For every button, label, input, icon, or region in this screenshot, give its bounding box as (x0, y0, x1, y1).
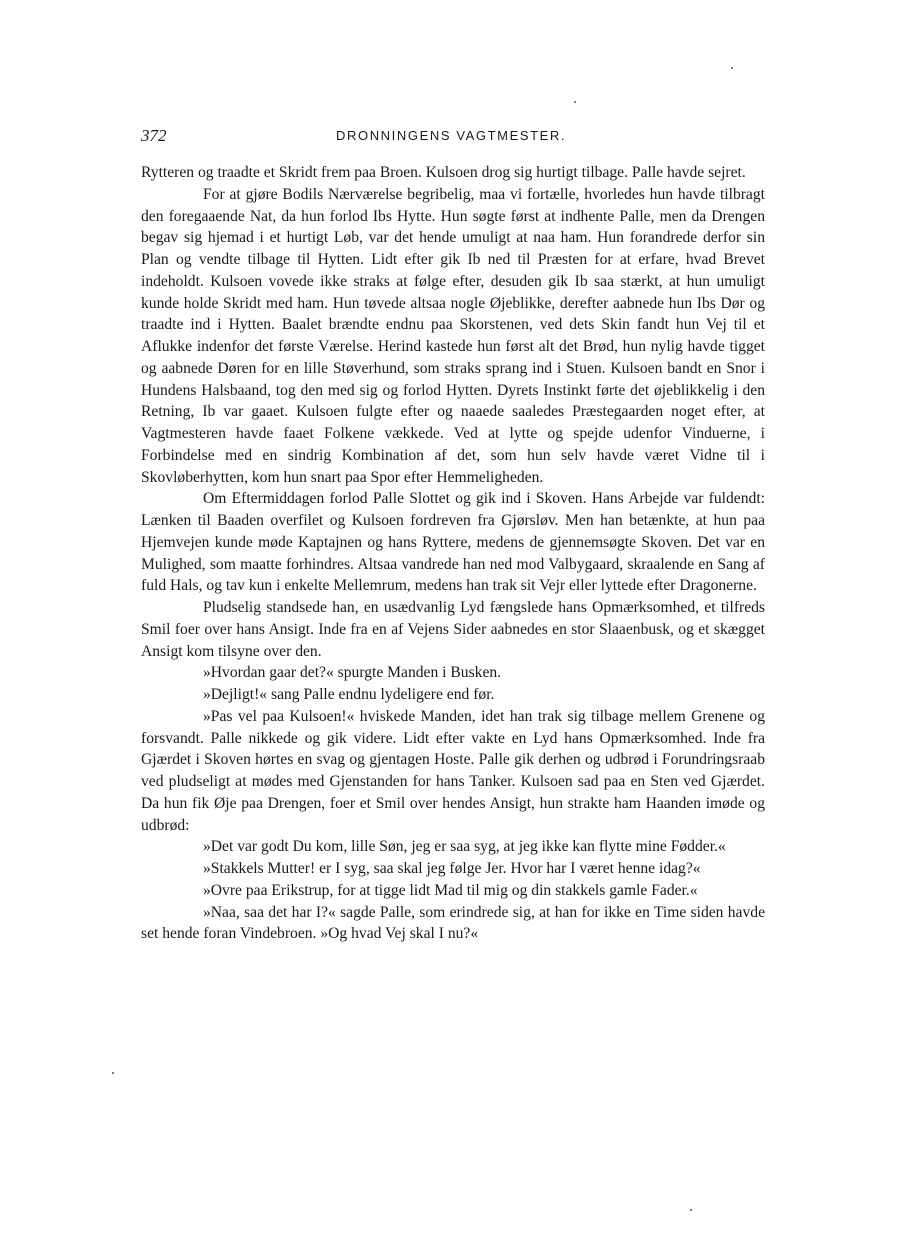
body-text (141, 162, 765, 945)
paragraph: Pludselig standsede han, en usædvanlig Lyd fængslede hans Opmærksomhed, et tilfreds Smil foer over hans Ansigt. Inde fra en af Vejens Sider aabnedes en stor Slaaenbusk, og et skægget Ansigt kom tilsyne over den. (141, 599, 765, 660)
paragraph: For at gjøre Bodils Nærværelse begribelig, maa vi fortælle, hvorledes hun havde tilbragt den foregaaende Nat, da hun forlod Ibs Hytte. Hun søgte først at indhente Palle, men da Drengen begav sig hjemad i et hurtigt Løb, var det hende umuligt at naa ham. Hun forandrede derfor sin Plan og vendte tilbage til Hytten. Lidt efter gik Ib ned til Præsten for at erfare, hvad Brevet indeholdt. Kulsoen vovede ikke straks at følge efter, desuden gik Ib saa stærkt, at hun umuligt kunde holde Skridt med ham. Hun tøvede altsaa nogle Øjeblikke, derefter aabnede hun Ibs Dør og traadte ind i Hytten. Baalet brændte endnu paa Skorstenen, ved dets Skin fandt hun Vej til et Aflukke indenfor det første Værelse. Herind kastede hun først alt det Brød, hun nylig havde tigget og aabnede Døren for en lille Støverhund, som straks sprang ind i Stuen. Kulsoen bandt en Snor i Hundens Halsbaand, tog den med sig og forlod Hytten. Dyrets Instinkt førte det øjeblikkelig i den Retning, Ib var gaaet. Kulsoen fulgte efter og naaede saaledes Præstegaarden noget efter, at Vagtmesteren havde faaet Folkene vækkede. Ved at lytte og spejde udenfor Vinduerne, i Forbindelse med en sindrig Kombination af det, som hun selv havde været Vidne til i Skovløberhytten, kom hun snart paa Spor efter Hemmeligheden. (141, 185, 765, 486)
dialogue-line: »Det var godt Du kom, lille Søn, jeg er saa syg, at jeg ikke kan flytte mine Fødder.« (203, 838, 726, 856)
dialogue-line: »Stakkels Mutter! er I syg, saa skal jeg følge Jer. Hvor har I været henne idag?« (203, 860, 701, 877)
page-number: 372 (141, 126, 167, 145)
dialogue-line: »Ovre paa Erikstrup, for at tigge lidt Mad til mig og din stakkels gamle Fader.« (203, 881, 698, 899)
running-head: DRONNINGENS VAGTMESTER. (336, 128, 567, 143)
paper-speck (731, 67, 733, 69)
paragraph: »Pas vel paa Kulsoen!« hviskede Manden, idet han trak sig tilbage mellem Grenene og forsvandt. Palle nikkede og gik videre. Lidt efter vakte en Lyd hans Opmærksomhed. Inde fra Gjærdet i Skoven hørtes en svag og gjentagen Hoste. Palle gik derhen og udbrød i Forundringsraab ved pludseligt at mødes med Gjenstanden for hans Tanker. Kulsoen sad paa en Sten ved Gjærdet. Da hun fik Øje paa Drengen, foer et Smil over hendes Ansigt, hun strakte ham Haanden imøde og udbrød: (141, 707, 765, 834)
paper-speck (574, 101, 576, 103)
paragraph: Om Eftermiddagen forlod Palle Slottet og gik ind i Skoven. Hans Arbejde var fuldendt: Lænken til Baaden overfilet og Kulsoen fordreven fra Gjørsløv. Men han betænkte, at hun paa Hjemvejen kunde møde Kaptajnen og hans Ryttere, medens de gjennemsøgte Skoven. Det var en Mulighed, som maatte forhindres. Altsaa vandrede han ned mod Valbygaard, skraalende en Sang af fuld Hals, og tav kun i enkelte Mellemrum, medens han trak sit Vejr eller lyttede efter Dragonerne. (141, 490, 765, 595)
page-header (141, 126, 765, 146)
dialogue-line: »Naa, saa det har I?« sagde Palle, som erindrede sig, at han for ikke en Time siden havde set hende foran Vindebroen. »Og hvad Vej skal I nu?« (141, 903, 765, 943)
paragraph: Rytteren og traadte et Skridt frem paa Broen. Kulsoen drog sig hurtigt tilbage. Palle havde sejret. (141, 164, 746, 181)
paper-speck (112, 1072, 114, 1074)
dialogue-line: »Dejligt!« sang Palle endnu lydeligere end før. (203, 686, 495, 703)
dialogue-line: »Hvordan gaar det?« spurgte Manden i Busken. (203, 664, 502, 682)
paper-speck (690, 1209, 692, 1211)
